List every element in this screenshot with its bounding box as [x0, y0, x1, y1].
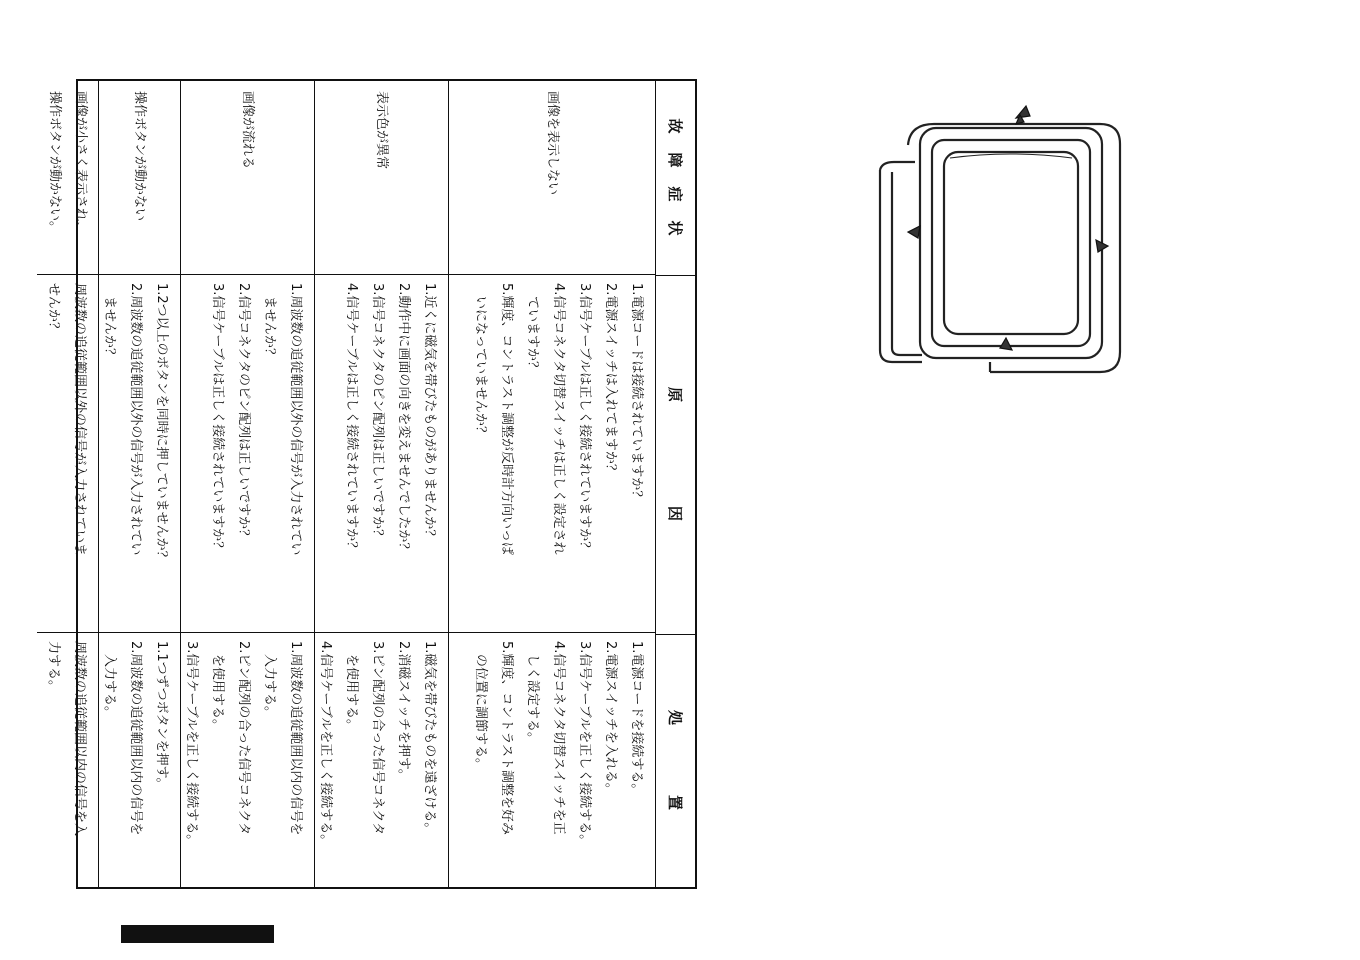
table-row [180, 81, 314, 887]
remedy-item: 2.消磁スイッチを押す。 [396, 641, 411, 782]
symptom-cell: 画像を表示しない [449, 81, 655, 275]
header-symptom: 故 障 症 状 [656, 81, 695, 276]
symptom-line: 操作ボタンが動かない。 [47, 91, 63, 235]
remedy-cell [449, 633, 655, 887]
cause-item: 3.信号ケーブルは正しく接続されていますか？ [210, 283, 225, 555]
cause-item: 1.電源コードは接続されていますか？ [629, 283, 644, 504]
cause-item: ていますか？ [525, 283, 540, 375]
cause-item: 5.輝度、コントラスト調整が反時計方向いっぱ [499, 283, 514, 556]
remedy-item: 周波数の追従範囲以内の信号を入 [72, 641, 87, 837]
remedy-item: 4.信号ケーブルを正しく接続する。 [318, 641, 333, 848]
cause-item: 4.信号ケーブルは正しく接続されていますか？ [344, 283, 359, 555]
symptom-cell: 操作ボタンが動かない [99, 81, 180, 275]
cause-item: 2.動作中に画面の向きを変えませんでしたか？ [396, 283, 411, 556]
table-row [448, 81, 655, 887]
cause-item: 1.2つ以上のボタンを同時に押していませんか？ [154, 283, 169, 564]
remedy-cell [315, 633, 448, 887]
cause-item: 2.信号コネクタのピン配列は正しいですか？ [236, 283, 251, 543]
table-row [314, 81, 448, 887]
cause-cell [99, 275, 180, 633]
cause-item: 3.信号コネクタのピン配列は正しいですか？ [370, 283, 385, 543]
symptom-cell: 表示色が異常 [315, 81, 448, 275]
cause-item: 1.周波数の追従範囲以外の信号が入力されてい [288, 283, 303, 556]
remedy-item: 1.1つずつボタンを押す。 [154, 641, 169, 791]
remedy-item: 3.ピン配列の合った信号コネクタ [370, 641, 385, 836]
remedy-item: 3.信号ケーブルを正しく接続する。 [577, 641, 592, 848]
cause-item: 3.信号ケーブルは正しく接続されていますか？ [577, 283, 592, 555]
remedy-item: の位置に調節する。 [473, 641, 488, 772]
cause-item: 4.信号コネクタ切替スイッチは正しく設定され [551, 283, 566, 555]
remedy-item: 2.電源スイッチを入れる。 [603, 641, 618, 796]
remedy-cell [37, 633, 98, 887]
cause-item: ませんか？ [102, 283, 117, 362]
cause-item: せんか？ [46, 283, 61, 336]
remedy-item: 1.電源コードを接続する。 [629, 641, 644, 797]
header-remedy: 処 置 [666, 709, 684, 812]
remedy-item: 入力する。 [102, 641, 117, 720]
remedy-item: しく設定する。 [525, 641, 540, 746]
symptom-cell: 画像が流れる [181, 81, 314, 275]
remedy-cell [181, 633, 314, 887]
remedy-item: を使用する。 [210, 641, 225, 733]
cause-item: いになっていませんか？ [473, 283, 488, 440]
cause-item: 2.電源スイッチは入れてますか？ [603, 283, 618, 477]
troubleshooting-table [46, 79, 697, 889]
monitor-with-arrows-icon [870, 100, 1130, 390]
remedy-item: 力する。 [46, 641, 61, 694]
cause-cell [181, 275, 314, 633]
remedy-item: を使用する。 [344, 641, 359, 733]
remedy-item: 1.周波数の追従範囲以内の信号を [288, 641, 303, 836]
header-cause: 原 因 [656, 276, 695, 635]
remedy-item: 4.信号コネクタ切替スイッチを正 [551, 641, 566, 835]
cause-cell [315, 275, 448, 633]
remedy-item: 3.信号ケーブルを正しく接続する。 [184, 641, 199, 848]
black-bar [121, 925, 274, 943]
table-header-row [655, 81, 695, 887]
cause-item: 1.近くに磁気を帯びたものがありませんか？ [422, 283, 437, 543]
remedy-item: 入力する。 [262, 641, 277, 720]
table-row [37, 81, 98, 887]
table-row [98, 81, 180, 887]
cause-item: 2.周波数の追従範囲以外の信号が入力されてい [128, 283, 143, 556]
remedy-cell [99, 633, 180, 887]
cause-cell [37, 275, 98, 633]
remedy-item: 2.周波数の追従範囲以内の信号を [128, 641, 143, 836]
remedy-item: 1.磁気を帯びたものを遠ざける。 [422, 641, 437, 836]
cause-item: ませんか？ [262, 283, 277, 362]
symptom-line: 画像が小さく表示され、 [73, 91, 89, 235]
troubleshooting-table-frame [46, 79, 697, 889]
remedy-item: 2.ピン配列の合った信号コネクタ [236, 641, 251, 836]
cause-item: 周波数の追従範囲以外の信号が入力されていま [72, 283, 87, 557]
remedy-item: 5.輝度、コントラスト調整を好み [499, 641, 514, 836]
symptom-cell [37, 81, 98, 275]
cause-cell [449, 275, 655, 633]
